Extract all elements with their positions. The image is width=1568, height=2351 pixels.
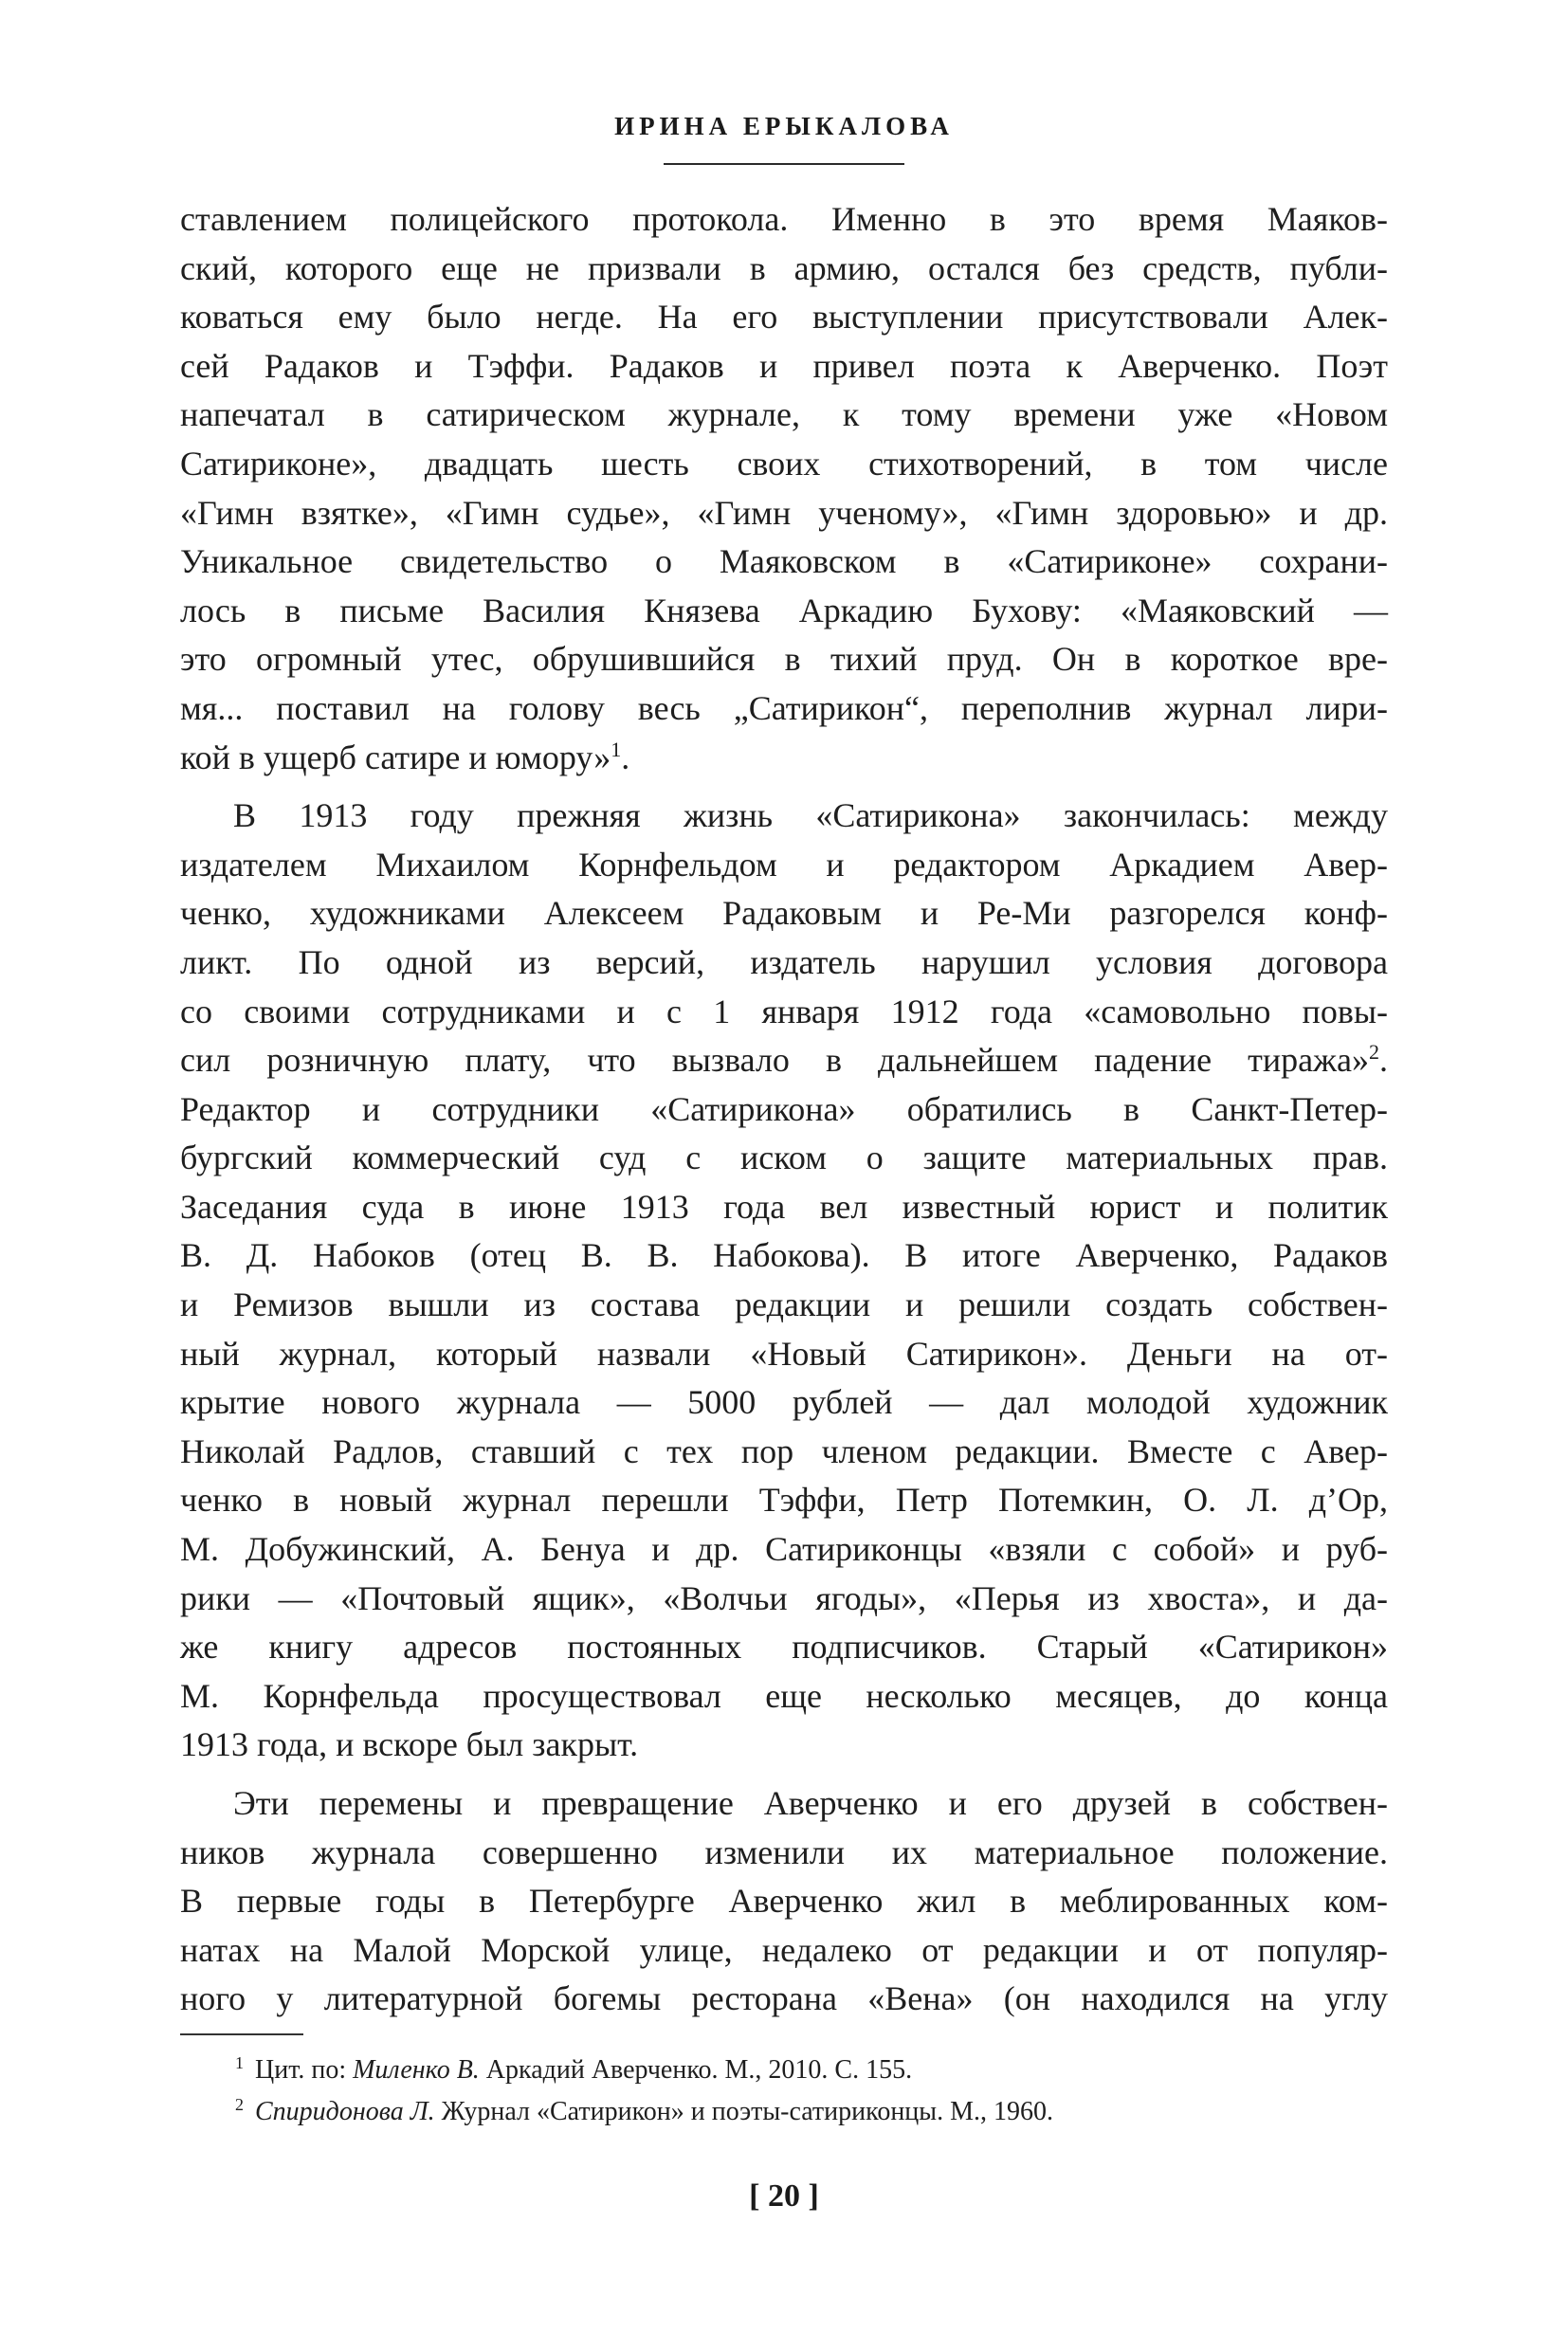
text-line: 1913 года, и вскоре был закрыт.	[180, 1725, 639, 1764]
text-line: Заседания суда в июне 1913 года вел известный юрист и политик	[180, 1187, 1388, 1226]
text-line: сил розничную плату, что вызвало в дальнейшем падение тиража»$^2$.	[180, 1040, 1388, 1080]
text-line: мя... поставил на голову весь „Сатирикон“, переполнив журнал лири-	[180, 688, 1388, 727]
text-line: В первые годы в Петербурге Аверченко жил в меблированных ком-	[180, 1882, 1388, 1921]
text-line: ский, которого еще не призвали в армию, остался без средств, публи-	[180, 248, 1388, 287]
text-line: «Гимн взятке», «Гимн судье», «Гимн ученому», «Гимн здоровью» и др.	[180, 493, 1388, 532]
footnote-text: Журнал «Сатирикон» и поэты-сатириконцы. М., 1960.	[441, 2097, 1053, 2126]
text-line: М. Добужинский, А. Бенуа и др. Сатириконцы «взяли с собой» и руб-	[180, 1530, 1388, 1569]
text-line: кой в ущерб сатире и юмору»$^1$.	[180, 737, 630, 776]
text-line-content: сил розничную плату, что вызвало в дальнейшем падение тиража»	[180, 1041, 1369, 1080]
text-line: и Ремизов вышли из состава редакции и решили создать собствен-	[180, 1285, 1388, 1324]
text-line: ставлением полицейского протокола. Именно в это время Маяков-	[180, 200, 1388, 238]
text-line: коваться ему было негде. На его выступлении присутствовали Алек-	[180, 298, 1388, 337]
paragraph-gap	[180, 1770, 1388, 1779]
main-text	[180, 195, 1388, 2024]
text-line: ченко, художниками Алексеем Радаковым и Ре-Ми разгорелся конф-	[180, 894, 1388, 933]
footnote-text: Аркадий Аверченко. М., 2010. С. 155.	[485, 2055, 913, 2085]
text-line: Уникальное свидетельство о Маяковском в «Сатириконе» сохрани-	[180, 542, 1388, 581]
paragraph-gap	[180, 782, 1388, 792]
text-line: ликт. По одной из версий, издатель нарушил условия договора	[180, 942, 1388, 981]
running-head-rule	[664, 163, 904, 165]
text-line: сей Радаков и Тэффи. Радаков и привел поэта к Аверченко. Поэт	[180, 346, 1388, 385]
text-line: Сатириконе», двадцать шесть своих стихотворений, в том числе	[180, 444, 1388, 483]
text-line: В 1913 году прежняя жизнь «Сатирикона» закончилась: между	[233, 796, 1388, 835]
text-line: рики — «Почтовый ящик», «Волчьи ягоды», «Перья из хвоста», и да-	[180, 1578, 1388, 1617]
text-line: Эти перемены и превращение Аверченко и его друзей в собствен-	[233, 1784, 1388, 1822]
footnote-2	[235, 2091, 1388, 2133]
footnote-rule	[180, 2033, 303, 2035]
text-line: ный журнал, который назвали «Новый Сатирикон». Деньги на от-	[180, 1334, 1388, 1373]
text-line-content: кой в ущерб сатире и юмору»	[180, 738, 611, 776]
text-line: напечатал в сатирическом журнале, к тому времени уже «Новом	[180, 395, 1388, 434]
footnote-lead: Цит. по:	[255, 2055, 347, 2085]
footnotes	[235, 2050, 1388, 2133]
running-head: ИРИНА ЕРЫКАЛОВА	[614, 112, 954, 140]
text-line: ного у литературной богемы ресторана «Вена» (он находился на углу	[180, 1979, 1388, 2018]
text-line: же книгу адресов постоянных подписчиков. Старый «Сатирикон»	[180, 1628, 1388, 1667]
text-line: лось в письме Василия Князева Аркадию Бухову: «Маяковский —	[180, 591, 1388, 629]
text-line: М. Корнфельда просуществовал еще несколько месяцев, до конца	[180, 1676, 1388, 1715]
footnote-ref-2: 2	[1369, 1040, 1379, 1065]
text-line: Редактор и сотрудники «Сатирикона» обратились в Санкт-Петер-	[180, 1089, 1388, 1128]
paragraph-2	[180, 792, 1388, 1770]
text-line: крытие нового журнала — 5000 рублей — дал молодой художник	[180, 1383, 1388, 1422]
text-line: натах на Малой Морской улице, недалеко от редакции и от популяр-	[180, 1930, 1388, 1969]
page-number: [ 20 ]	[749, 2178, 819, 2214]
text-line: ченко в новый журнал перешли Тэффи, Петр Потемкин, О. Л. д’Ор,	[180, 1481, 1388, 1520]
text-line: Николай Радлов, ставший с тех пор членом редакции. Вместе с Авер-	[180, 1431, 1388, 1470]
footnote-author: Спиридонова Л.	[255, 2097, 435, 2126]
text-line: В. Д. Набоков (отец В. В. Набокова). В итоге Аверченко, Радаков	[180, 1236, 1388, 1275]
paragraph-3	[180, 1779, 1388, 2024]
footnote-author: Миленко В.	[353, 2055, 480, 2085]
footnote-ref-1: 1	[611, 737, 622, 761]
text-line: ников журнала совершенно изменили их материальное положение.	[180, 1832, 1388, 1871]
paragraph-1	[180, 195, 1388, 782]
text-line: это огромный утес, обрушившийся в тихий пруд. Он в короткое вре-	[180, 640, 1388, 679]
footnote-1	[235, 2050, 1388, 2091]
text-line: со своими сотрудниками и с 1 января 1912 года «самовольно повы-	[180, 992, 1388, 1030]
footnote-marker: 2	[235, 2094, 244, 2114]
footnote-marker: 1	[235, 2052, 244, 2072]
text-line: издателем Михаилом Корнфельдом и редактором Аркадием Авер-	[180, 845, 1388, 884]
text-line: бургский коммерческий суд с иском о защите материальных прав.	[180, 1139, 1388, 1177]
